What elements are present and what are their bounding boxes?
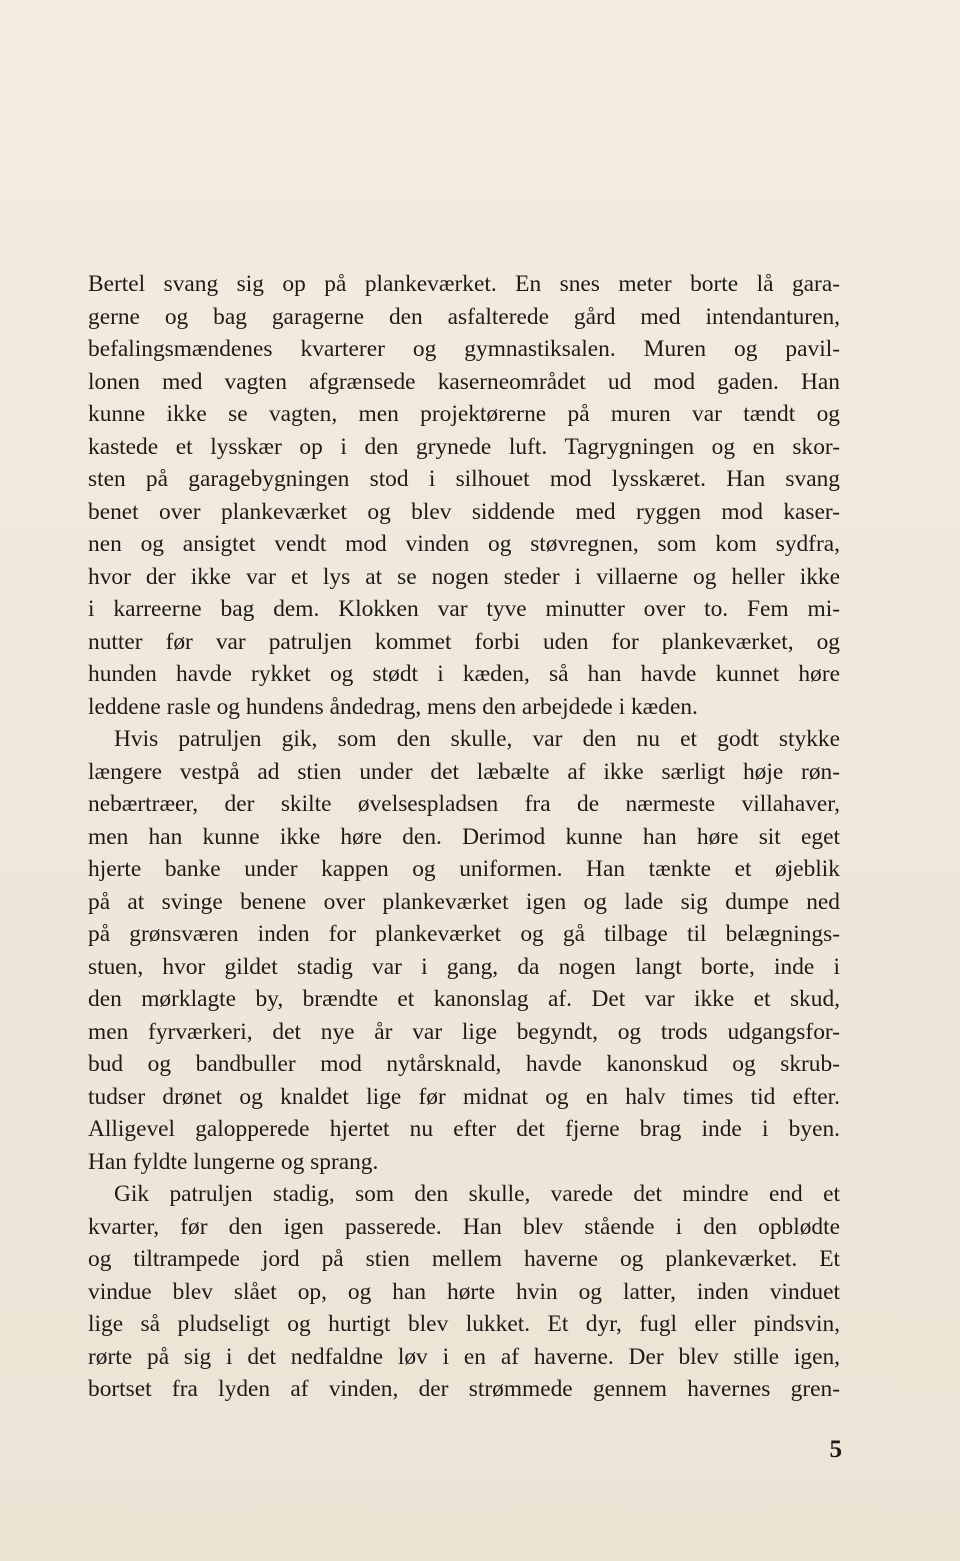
text-line: lonen med vagten afgrænsede kaserneområdet ud mod gaden. Han [88,368,840,395]
text-line: rørte på sig i det nedfaldne løv i en af haverne. Der blev stille igen, [88,1343,840,1370]
text-line: befalingsmændenes kvarterer og gymnastiksalen. Muren og pavil- [88,336,840,362]
paragraph [88,1178,840,1406]
text-line: på grønsværen inden for plankeværket og gå tilbage til belægnings- [88,921,840,947]
text-line: i karreerne bag dem. Klokken var tyve minutter over to. Fem mi- [88,596,840,622]
text-line: kunne ikke se vagten, men projektørerne på muren var tændt og [88,401,840,427]
text-line: længere vestpå ad stien under det læbælte af ikke særligt høje røn- [88,758,840,785]
text-line: Bertel svang sig op på plankeværket. En snes meter borte lå gara- [88,271,840,297]
text-line: bud og bandbuller mod nytårsknald, havde kanonskud og skrub- [88,1051,840,1077]
text-line: tudser drønet og knaldet lige før midnat og en halv times tid efter. [88,1083,840,1110]
text-line: Hvis patruljen gik, som den skulle, var den nu et godt stykke [114,726,840,752]
text-line: og tiltrampede jord på stien mellem haverne og plankeværket. Et [88,1246,840,1272]
text-line: men han kunne ikke høre den. Derimod kunne han høre sit eget [88,823,840,850]
text-line: benet over plankeværket og blev siddende med ryggen mod kaser- [88,498,840,525]
text-line: hunden havde rykket og stødt i kæden, så han havde kunnet høre [88,661,840,687]
text-line: nebærtræer, der skilte øvelsespladsen fra de nærmeste villahaver, [88,791,840,817]
text-line: Han fyldte lungerne og sprang. [88,1148,379,1175]
text-line: men fyrværkeri, det nye år var lige begyndt, og trods udgangsfor- [88,1018,840,1045]
text-line: nutter før var patruljen kommet forbi uden for plankeværket, og [88,628,840,655]
text-line: leddene rasle og hundens åndedrag, mens den arbejdede i kæden. [88,693,698,720]
body-text [88,268,840,1406]
text-line: lige så pludseligt og hurtigt blev lukket. Et dyr, fugl eller pindsvin, [88,1311,840,1337]
text-line: Gik patruljen stadig, som den skulle, varede det mindre end et [114,1181,840,1207]
text-line: stuen, hvor gildet stadig var i gang, da nogen langt borte, inde i [88,953,840,980]
text-line: nen og ansigtet vendt mod vinden og støvregnen, som kom sydfra, [88,531,840,557]
text-line: hjerte banke under kappen og uniformen. Han tænkte et øjeblik [88,856,840,882]
page-number: 5 [829,1436,842,1463]
text-line: kastede et lysskær op i den grynede luft. Tagrygningen og en skor- [88,433,840,460]
text-line: sten på garagebygningen stod i silhouet mod lysskæret. Han svang [88,466,840,492]
paragraph [88,268,840,723]
text-line: kvarter, før den igen passerede. Han blev stående i den opblødte [88,1213,840,1240]
text-line: Alligevel galopperede hjertet nu efter det fjerne brag inde i byen. [88,1116,840,1142]
paragraph [88,723,840,1178]
text-line: hvor der ikke var et lys at se nogen steder i villaerne og heller ikke [88,563,840,590]
text-line: gerne og bag garagerne den asfalterede gård med intendanturen, [88,303,840,330]
text-line: bortset fra lyden af vinden, der strømmede gennem havernes gren- [88,1376,840,1402]
text-line: vindue blev slået op, og han hørte hvin og latter, inden vinduet [88,1278,840,1305]
text-line: på at svinge benene over plankeværket igen og lade sig dumpe ned [88,888,840,915]
text-line: den mørklagte by, brændte et kanonslag af. Det var ikke et skud, [88,986,840,1012]
